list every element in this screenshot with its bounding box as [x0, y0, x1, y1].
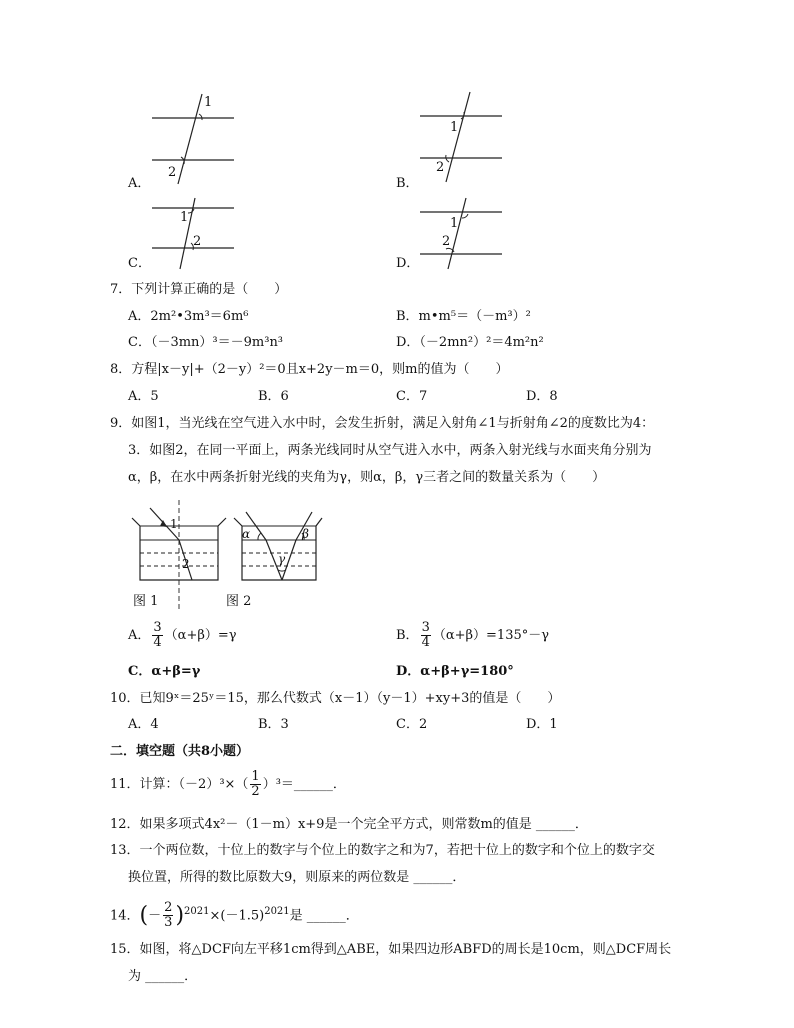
option-a-label: A． [128, 176, 151, 191]
question-9-line-3: α，β，在水中两条折射光线的夹角为γ，则α，β，γ三者之间的数量关系为（ ） [128, 470, 606, 485]
question-number: 14． [110, 908, 140, 924]
parallel-lines-diagram-a [150, 92, 250, 187]
negative-sign: － [148, 908, 162, 924]
option-d-label: D． [396, 256, 420, 271]
expression-middle: ×(－1.5) [209, 908, 265, 924]
parallel-lines-diagram-d [418, 196, 518, 271]
question-15-line-2: 为 ______． [128, 969, 198, 984]
question-13-line-1: 13．一个两位数，十位上的数字与个位上的数字之和为7，若把十位上的数字和个位上的数字交 [110, 843, 655, 858]
question-9-line-2: 3．如图2，在同一平面上，两条光线同时从空气进入水中，两条入射光线与水面夹角分别为 [128, 443, 652, 458]
question-8-option-c: C．7 [396, 389, 428, 404]
angle-label-1: 1 [204, 95, 213, 110]
fraction-numerator: 3 [421, 620, 430, 635]
paren-open: ( [139, 902, 149, 928]
question-7-option-a: A．2m²•3m³＝6m⁶ [128, 309, 249, 324]
option-expression: （α+β）=γ [164, 628, 237, 643]
question-10-option-a: A．4 [128, 717, 159, 732]
question-10-option-d: D．1 [526, 717, 558, 732]
question-9-option-d: D．α+β+γ=180° [396, 664, 514, 679]
angle-label-1: 1 [450, 120, 459, 135]
figure-1-caption: 图 1 [133, 594, 159, 609]
alpha-label: α [242, 527, 251, 541]
expression-prefix: 11．计算：（－2）³×（ [110, 777, 249, 792]
gamma-label: γ [278, 552, 286, 566]
question-7-stem: 7．下列计算正确的是（ ） [110, 282, 288, 297]
beta-label: β [302, 527, 309, 541]
fraction [421, 621, 431, 650]
question-9-option-a [128, 621, 237, 651]
question-12: 12．如果多项式4x²－（1－m）x+9是一个完全平方式，则常数m的值是 ______． [110, 817, 588, 832]
refraction-diagram-2 [232, 504, 324, 584]
question-10-option-c: C．2 [396, 717, 428, 732]
question-8-option-d: D．8 [526, 389, 558, 404]
angle-label-2: 2 [193, 234, 202, 249]
figure-2-caption: 图 2 [226, 594, 252, 609]
question-9-option-c: C．α+β=γ [128, 664, 201, 679]
fraction [152, 621, 162, 650]
angle-label-1: 1 [180, 210, 189, 225]
fraction [250, 770, 260, 799]
option-prefix: B． [396, 628, 419, 643]
exponent: 2021 [264, 906, 290, 917]
question-9-option-b [396, 621, 549, 651]
angle-label-2: 2 [436, 160, 445, 175]
question-8-option-b: B．6 [258, 389, 289, 404]
expression-suffix: 是 ______． [289, 908, 359, 924]
question-7-option-b: B．m•m⁵＝（－m³）² [396, 309, 531, 324]
fraction-numerator: 1 [251, 769, 260, 784]
fraction-denominator: 4 [421, 635, 430, 650]
option-b-label: B． [396, 176, 419, 191]
question-7-option-d: D．（－2mn²）²＝4m²n² [396, 335, 544, 350]
paren-close: ) [175, 902, 185, 928]
question-9-line-1: 9．如图1，当光线在空气进入水中时，会发生折射，满足入射角∠1与折射角∠2的度数比为4： [110, 416, 655, 431]
parallel-lines-diagram-b [418, 90, 518, 185]
fraction [163, 901, 173, 930]
option-c-label: C． [128, 256, 151, 271]
question-13-line-2: 换位置，所得的数比原数大9，则原来的两位数是 ______． [128, 870, 466, 885]
question-11 [110, 770, 346, 800]
question-7-option-c: C．（－3mn）³＝－9m³n³ [128, 335, 284, 350]
question-14 [110, 896, 359, 932]
expression-suffix: ）³＝______． [262, 777, 346, 792]
angle-label-2: 2 [182, 557, 190, 571]
section-heading: 二．填空题（共8小题） [110, 744, 250, 759]
angle-label-2: 2 [442, 234, 451, 249]
option-expression: （α+β）=135°－γ [432, 628, 550, 643]
question-15-line-1: 15．如图，将△DCF向左平移1cm得到△ABE，如果四边形ABFD的周长是10cm，则△DCF周长 [110, 942, 672, 957]
fraction-denominator: 3 [164, 915, 173, 931]
fraction-denominator: 4 [153, 635, 162, 650]
angle-label-1: 1 [450, 216, 459, 231]
option-prefix: A． [128, 628, 151, 643]
question-8-stem: 8．方程|x－y|+（2－y）²＝0且x+2y－m＝0，则m的值为（ ） [110, 362, 509, 377]
question-10-stem: 10．已知9ˣ＝25ʸ＝15，那么代数式（x－1）（y－1）+xy+3的值是（ ） [110, 691, 561, 706]
fraction-denominator: 2 [251, 784, 260, 799]
question-10-option-b: B．3 [258, 717, 289, 732]
question-8-option-a: A．5 [128, 389, 159, 404]
angle-label-2: 2 [168, 165, 177, 180]
fraction-numerator: 3 [153, 620, 162, 635]
fraction-numerator: 2 [164, 900, 173, 916]
exponent: 2021 [184, 906, 210, 917]
angle-label-1: 1 [170, 517, 178, 531]
